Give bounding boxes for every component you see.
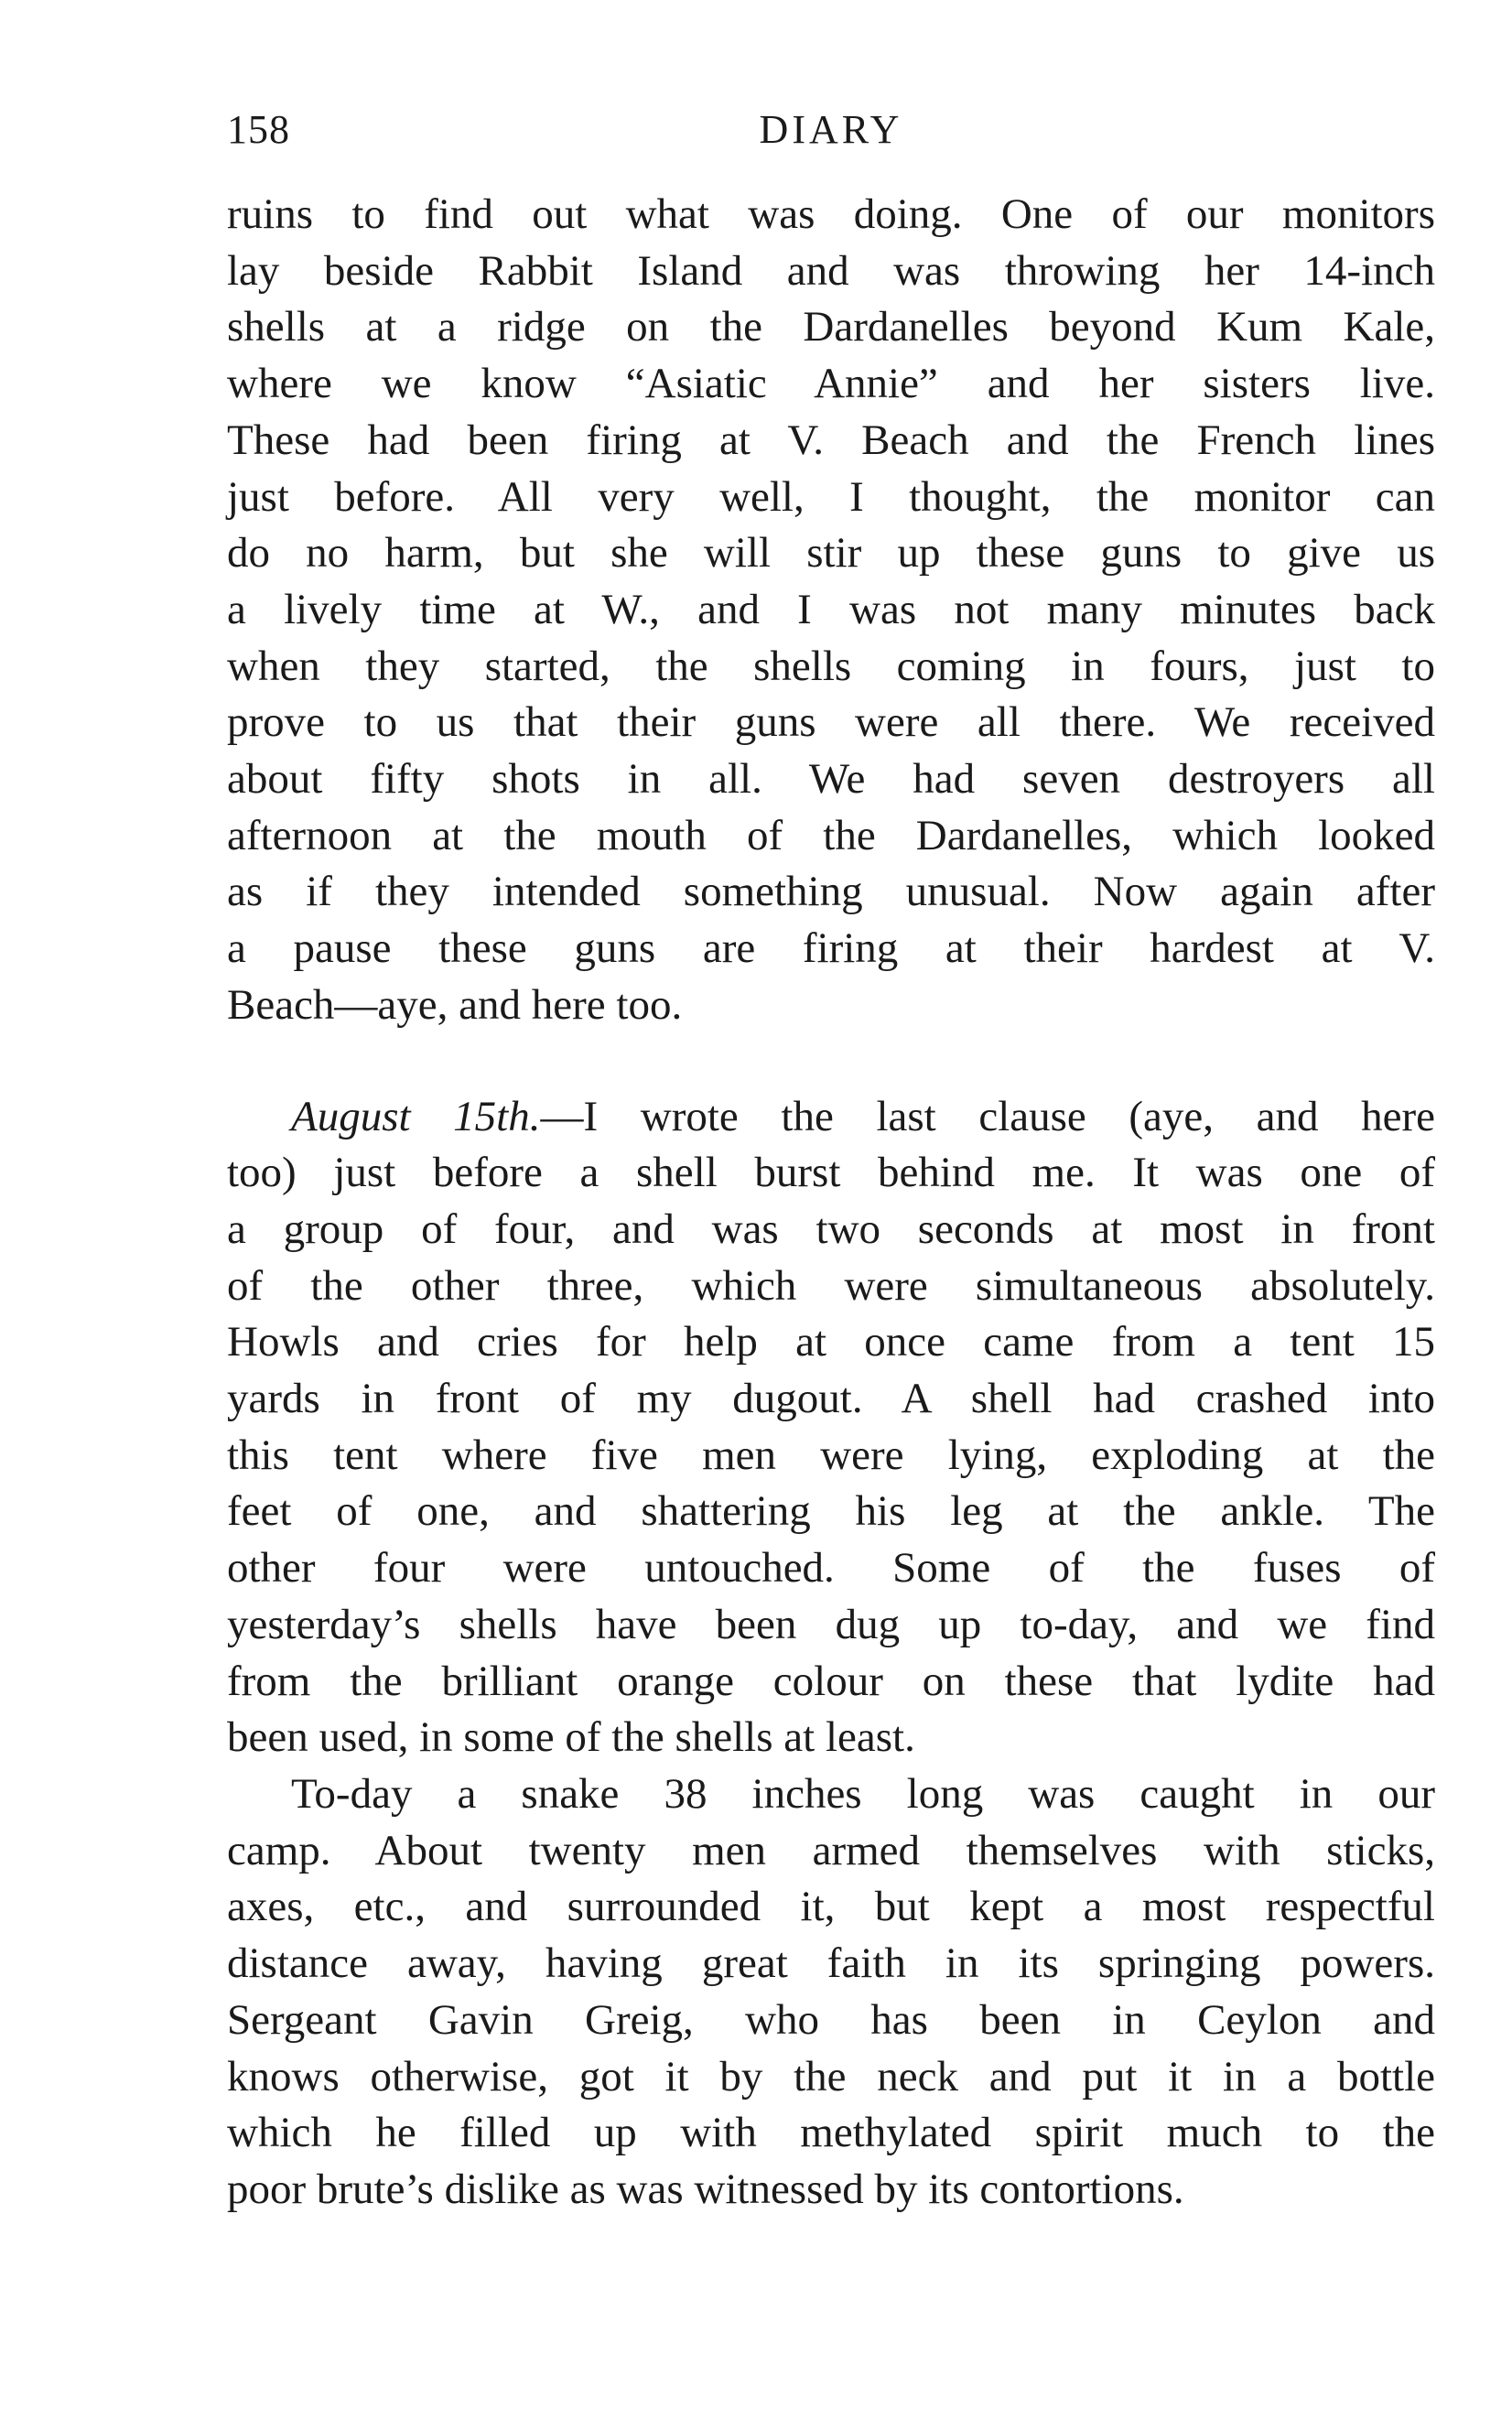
text-line: To-day a snake 38 inches long was caught in our — [291, 1769, 1435, 1818]
text-line: this tent where five men were lying, exploding at the — [227, 1431, 1435, 1479]
text-line: of the other three, which were simultaneous absolutely. — [227, 1261, 1435, 1310]
text-line: lay beside Rabbit Island and was throwing her 14-inch — [227, 246, 1435, 295]
text-line: where we know “Asiatic Annie” and her sisters live. — [227, 360, 1435, 408]
text-line: poor brute’s dislike as was witnessed by its contortions. — [227, 2165, 1184, 2213]
text-line: as if they intended something unusual. Now again after — [227, 868, 1435, 916]
running-head — [227, 103, 1435, 157]
text-line: Sergeant Gavin Greig, who has been in Ceylon and — [227, 1995, 1435, 2044]
text-line: do no harm, but she will stir up these guns to give us — [227, 529, 1435, 578]
text-line: when they started, the shells coming in fours, just to — [227, 642, 1435, 690]
text-line: which he filled up with methylated spirit much to the — [227, 2109, 1435, 2157]
running-title: DIARY — [759, 107, 903, 152]
text-line: about fifty shots in all. We had seven destroyers all — [227, 755, 1435, 804]
text-line: other four were untouched. Some of the fuses of — [227, 1544, 1435, 1593]
text-line: camp. About twenty men armed themselves with sticks, — [227, 1826, 1435, 1874]
paragraph-snake — [227, 1766, 1435, 2219]
text-line: just before. All very well, I thought, the monitor can — [227, 472, 1435, 521]
text-line: yesterday’s shells have been dug up to-day, and we find — [227, 1600, 1435, 1648]
text-line: Howls and cries for help at once came from a tent 15 — [227, 1318, 1435, 1366]
text-line: a group of four, and was two seconds at most in front — [227, 1204, 1435, 1253]
text-line: a lively time at W., and I was not many minutes back — [227, 585, 1435, 633]
entry-separator — [227, 1034, 1435, 1089]
text-line: ruins to find out what was doing. One of our monitors — [227, 190, 1435, 238]
body-text — [227, 187, 1435, 2219]
text-line: been used, in some of the shells at least. — [227, 1713, 915, 1762]
text-line: Beach—aye, and here too. — [227, 980, 683, 1029]
entry-opening: —I wrote the last clause (aye, and here — [540, 1092, 1435, 1140]
paragraph-continuation — [227, 187, 1435, 1034]
text-line: These had been firing at V. Beach and the French lines — [227, 416, 1435, 464]
text-line: shells at a ridge on the Dardanelles beyond Kum Kale, — [227, 303, 1435, 351]
text-line: axes, etc., and surrounded it, but kept a most respectful — [227, 1883, 1435, 1931]
text-line: from the brilliant orange colour on these that lydite had — [227, 1657, 1435, 1705]
text-line — [227, 1089, 1435, 1146]
text-line: distance away, having great faith in its springing powers. — [227, 1939, 1435, 1988]
diary-entry-august-15 — [227, 1089, 1435, 1766]
text-line: prove to us that their guns were all there. We received — [227, 698, 1435, 747]
text-line: feet of one, and shattering his leg at the ankle. The — [227, 1487, 1435, 1536]
page-number: 158 — [227, 107, 290, 152]
text-line: afternoon at the mouth of the Dardanelles, which looked — [227, 811, 1435, 859]
text-line: yards in front of my dugout. A shell had crashed into — [227, 1375, 1435, 1423]
text-line: a pause these guns are firing at their hardest at V. — [227, 924, 1435, 973]
text-line: knows otherwise, got it by the neck and put it in a bottle — [227, 2052, 1435, 2101]
text-line: too) just before a shell burst behind me. It was one of — [227, 1149, 1435, 1197]
entry-date: August 15th. — [291, 1092, 541, 1140]
